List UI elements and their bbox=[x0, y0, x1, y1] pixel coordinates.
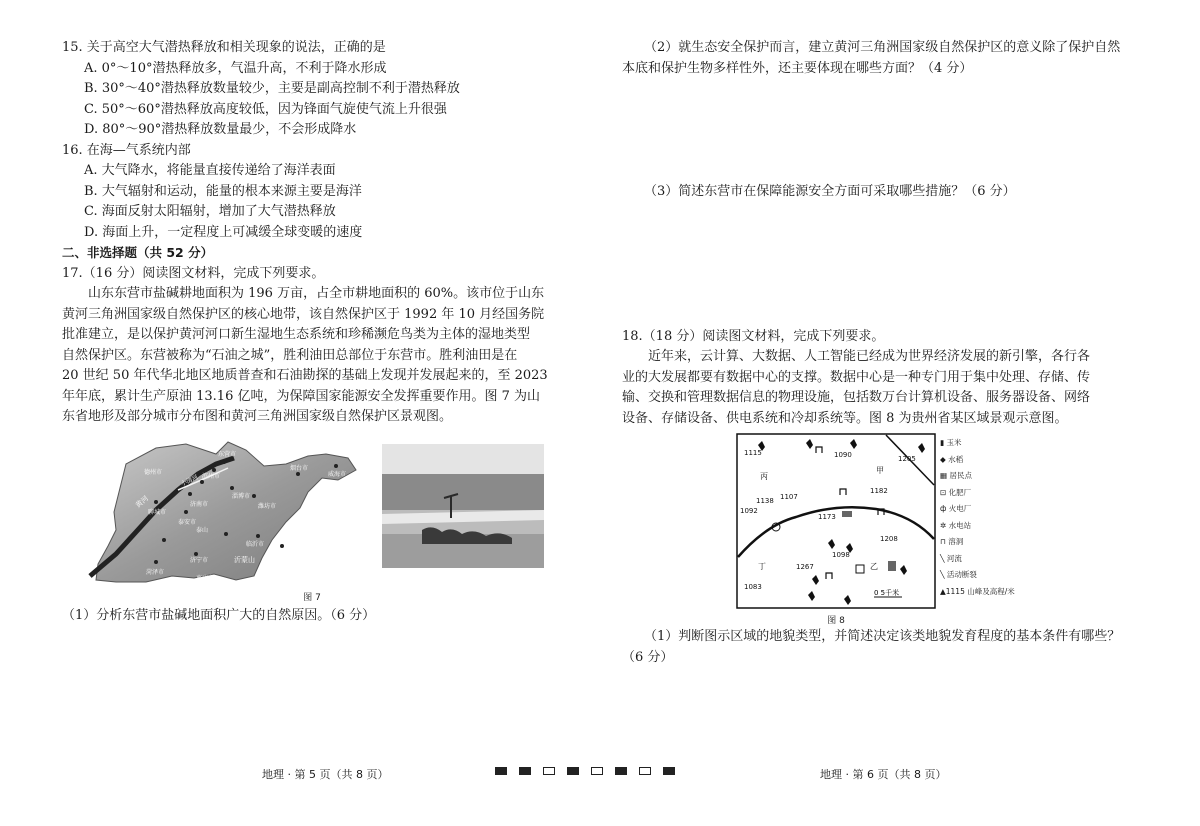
footer-mark bbox=[591, 767, 603, 775]
q17-sub3: （3）简述东营市在保障能源安全方面可采取哪些措施？（6 分） bbox=[644, 184, 1016, 199]
river-label-yellow-river: 黄河 bbox=[134, 493, 151, 510]
q18-sub1-line1: （1）判断图示区域的地貌类型，并简述决定该类地貌发育程度的基本条件有哪些？ bbox=[644, 629, 1121, 644]
place-label: 甲 bbox=[876, 466, 884, 475]
q16-option-c: C. 海面反射太阳辐射，增加了大气潜热释放 bbox=[84, 204, 336, 219]
footer-mark bbox=[615, 767, 627, 775]
footer-page-6: 地理 · 第 6 页（共 8 页） bbox=[820, 768, 947, 781]
map-label: 德州市 bbox=[144, 468, 163, 476]
footer-mark bbox=[519, 767, 531, 775]
q15-option-c: C. 50°～60°潜热释放高度较低，因为锋面气旋使气流上升很强 bbox=[84, 101, 447, 117]
section-2-heading: 二、非选择题（共 52 分） bbox=[62, 245, 214, 260]
map-label: 菏泽市 bbox=[146, 568, 165, 576]
figure-8-caption: 图 8 bbox=[827, 616, 845, 626]
footer-page-5: 地理 · 第 5 页（共 8 页） bbox=[262, 768, 389, 781]
legend-item-river: ╲ 河流 bbox=[940, 553, 962, 563]
peak-elevation: 1107 bbox=[780, 493, 798, 501]
peak-elevation: 1208 bbox=[880, 535, 898, 543]
question-18-material bbox=[622, 347, 1142, 429]
q15-option-d: D. 80°～90°潜热释放数量最少，不会形成降水 bbox=[84, 122, 357, 137]
q15-option-a: A. 0°～10°潜热释放多，气温升高，不利于降水形成 bbox=[84, 60, 387, 76]
legend-label: 水电站 bbox=[948, 520, 972, 530]
map-label: 潍坊市 bbox=[258, 502, 277, 510]
place-label: 丙 bbox=[760, 472, 768, 481]
material-line: 批准建立，是以保护黄河河口新生湿地生态系统和珍稀濒危鸟类为主体的湿地类型 bbox=[62, 327, 531, 342]
peak-elevation: 1115 bbox=[744, 449, 762, 457]
legend-item-fertilizer-plant: ⊡ 化肥厂 bbox=[940, 487, 972, 497]
legend-item-corn: ▮ 玉米 bbox=[940, 438, 962, 447]
peak-elevation: 1090 bbox=[834, 451, 852, 459]
q17-sub2-line2: 本底和保护生物多样性外，还主要体现在哪些方面？（4 分） bbox=[622, 60, 973, 76]
map-label: 聊城市 bbox=[148, 508, 167, 516]
footer-mark bbox=[639, 767, 651, 775]
peak-elevation: 1205 bbox=[898, 455, 916, 463]
material-line: 山东东营市盐碱耕地面积为 196 万亩，占全市耕地面积的 60%。该市位于山东 bbox=[88, 286, 545, 301]
material-line: 20 世纪 50 年代华北地区地质普查和石油勘探的基础上发现并发展起来的，至 2023 bbox=[62, 368, 548, 383]
peak-elevation: 1083 bbox=[744, 583, 762, 591]
legend-label: 水稻 bbox=[948, 454, 964, 464]
map-label: 威海市 bbox=[328, 470, 347, 478]
left-column bbox=[62, 38, 562, 626]
legend-label: 化肥厂 bbox=[948, 487, 972, 497]
material-line: 年年底，累计生产原油 13.16 亿吨，为保障国家能源安全发挥重要作用。图 7 为山 bbox=[62, 388, 541, 404]
legend-item-settlement: ▦ 居民点 bbox=[940, 471, 972, 480]
legend-item-cave: ⊓ 溶洞 bbox=[940, 537, 964, 546]
q16-option-d: D. 海面上升，一定程度上可减缓全球变暖的速度 bbox=[84, 224, 363, 240]
legend-item-thermal-plant: ф 火电厂 bbox=[940, 504, 972, 513]
material-line: 近年来，云计算、大数据、人工智能已经成为世界经济发展的新引擎，各行各 bbox=[648, 349, 1091, 364]
q16-option-a: A. 大气降水，将能量直接传递给了海洋表面 bbox=[84, 163, 336, 178]
peak-elevation: 1098 bbox=[832, 551, 850, 559]
legend-label: 溶洞 bbox=[948, 537, 964, 546]
legend-label: 玉米 bbox=[946, 438, 962, 447]
map-label: 济南市 bbox=[190, 500, 209, 508]
legend-item-rice: ◆ 水稻 bbox=[940, 454, 964, 464]
map-label: 东营市 bbox=[218, 450, 237, 458]
map-label: 泰安市 bbox=[178, 518, 197, 526]
question-16-stem: 16. 在海—气系统内部 bbox=[62, 142, 191, 158]
map-label: 日照市 bbox=[276, 550, 295, 558]
material-line: 输、交换和管理数据信息的物理设施，包括数万台计算机设备、服务器设备、网络 bbox=[622, 390, 1091, 405]
place-label: 丁 bbox=[758, 562, 766, 571]
map-label: 枣庄市 bbox=[196, 574, 215, 582]
map-label: 泰山 bbox=[196, 526, 209, 534]
map-label: 烟台市 bbox=[290, 464, 309, 472]
place-label: 乙 bbox=[870, 562, 878, 571]
peak-elevation: 1267 bbox=[796, 563, 814, 571]
wetland-landscape-photo bbox=[382, 444, 544, 568]
question-15-stem: 15. 关于高空大气潜热释放和相关现象的说法，正确的是 bbox=[62, 40, 386, 55]
legend-item-active-fault: ╲ 活动断裂 bbox=[940, 570, 977, 579]
material-line: 东省地形及部分城市分布图和黄河三角洲国家级自然保护区景观图。 bbox=[62, 409, 453, 424]
scale-bar-label: 0 5千米 bbox=[874, 589, 900, 597]
legend-label: 火电厂 bbox=[948, 504, 972, 513]
material-line: 业的大发展都要有数据中心的支撑。数据中心是一种专门用于集中处理、存储、传 bbox=[622, 369, 1091, 385]
q18-sub1-line2: （6 分） bbox=[622, 649, 674, 665]
peak-elevation: 1138 bbox=[756, 497, 774, 505]
right-column bbox=[622, 38, 1142, 668]
question-18-stem: 18.（18 分）阅读图文材料，完成下列要求。 bbox=[622, 328, 885, 344]
q16-option-b: B. 大气辐射和运动，能量的根本来源主要是海洋 bbox=[84, 183, 362, 199]
q17-sub2-line1: （2）就生态安全保护而言，建立黄河三角洲国家级自然保护区的意义除了保护自然 bbox=[644, 40, 1121, 55]
legend-label: ▲1115 山峰及高程/米 bbox=[940, 586, 1015, 596]
question-17-stem: 17.（16 分）阅读图文材料，完成下列要求。 bbox=[62, 265, 325, 281]
map-label: 济宁市 bbox=[190, 556, 209, 564]
legend-item-peak bbox=[940, 584, 1060, 601]
map-label: 青岛市 bbox=[298, 528, 317, 536]
guizhou-landscape-map bbox=[736, 433, 936, 609]
map-label: 沂蒙山 bbox=[234, 555, 255, 564]
figure-8-legend bbox=[940, 435, 1060, 600]
footer-mark bbox=[567, 767, 579, 775]
footer-mark bbox=[663, 767, 675, 775]
footer-mark bbox=[543, 767, 555, 775]
material-line: 自然保护区。东营被称为“石油之城”，胜利油田总部位于东营市。胜利油田是在 bbox=[62, 347, 518, 363]
peak-elevation: 1182 bbox=[870, 487, 888, 495]
q15-option-b: B. 30°～40°潜热释放数量较少，主要是副高控制不利于潜热释放 bbox=[84, 81, 460, 96]
map-label: 临沂市 bbox=[246, 540, 265, 548]
question-17-material bbox=[62, 284, 562, 428]
material-line: 设备、存储设备、供电系统和冷却系统等。图 8 为贵州省某区域景观示意图。 bbox=[622, 410, 1068, 426]
footer-mark bbox=[495, 767, 507, 775]
figure-8 bbox=[622, 429, 1142, 627]
river-label: 小清河 bbox=[179, 473, 200, 488]
figure-7-caption: 图 7 bbox=[303, 592, 321, 603]
legend-label: 河流 bbox=[946, 553, 962, 563]
legend-label: 居民点 bbox=[949, 471, 972, 480]
legend-label: 活动断裂 bbox=[946, 570, 977, 579]
material-line: 黄河三角洲国家级自然保护区的核心地带，该自然保护区于 1992 年 10 月经国务院 bbox=[62, 306, 545, 322]
figure-7 bbox=[62, 436, 562, 606]
map-label: 滨州市 bbox=[202, 472, 221, 480]
footer-marks bbox=[495, 767, 675, 775]
shandong-terrain-map bbox=[86, 436, 366, 586]
peak-elevation: 1092 bbox=[740, 507, 758, 515]
legend-item-hydro-station: ✲ 水电站 bbox=[940, 520, 972, 530]
q17-sub1: （1）分析东营市盐碱地面积广大的自然原因。（6 分） bbox=[62, 607, 376, 623]
peak-elevation: 1173 bbox=[818, 513, 836, 521]
map-label: 淄博市 bbox=[232, 492, 251, 500]
